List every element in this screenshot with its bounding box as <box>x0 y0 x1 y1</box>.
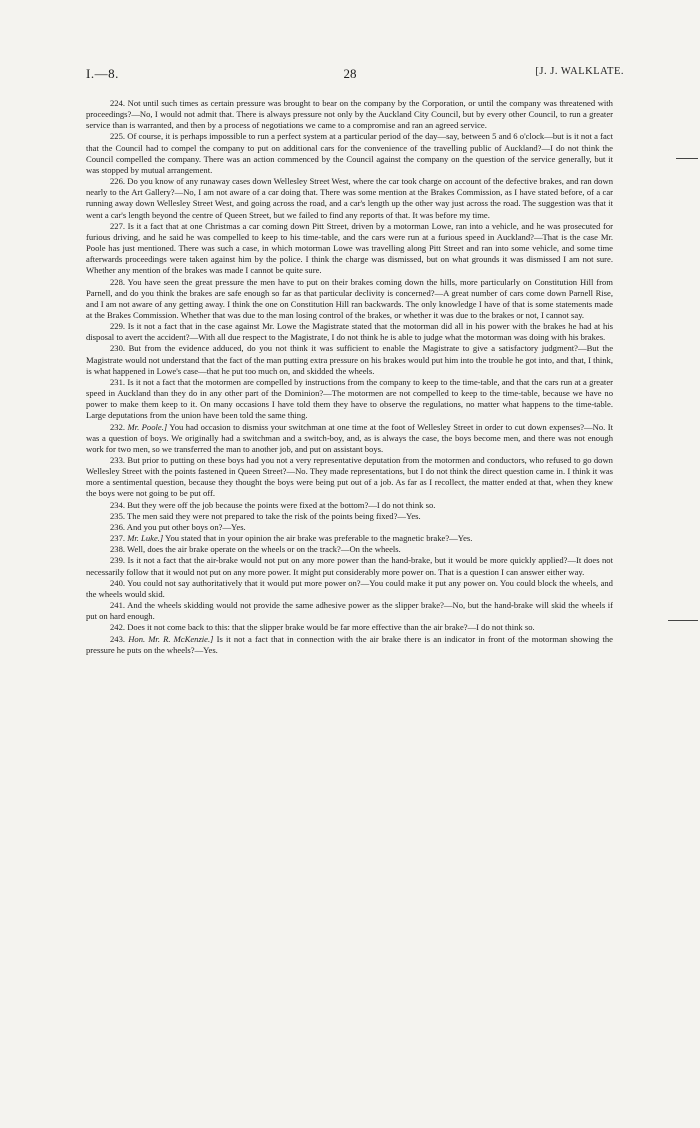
question-text: You have seen the great pressure the men have to put on their brakes coming down the hills, more particularly on Constitution Hill from Parnell, and do you think the brakes are safe enough so far as that particular declivity is concerned?—A great number of cars come down Parnell Rise, and I am not aware of any getting away. I think the one on Constitution Hill ran backwards. The only knowledge I have of that is some statements made at the Brakes Commission. Whether that was due to the man losing control of the brakes, or whether it was due to the brakes or not, I cannot say. <box>86 276 613 320</box>
question-paragraph <box>86 555 613 577</box>
question-text: Is it not a fact that the motormen are compelled by instructions from the company to keep to the time-table, and that the cars run at a greater speed in Auckland than they do in any other part of the Dominion?—The motormen are not compelled to keep to the time-table, because we have no power to make them keep to it. On many occasions I have told them they have to observe the regulations, no matter what happens to the time-table. Large deputations from the union have been told the same thing. <box>86 376 613 421</box>
question-text: Of course, it is perhaps impossible to run a perfect system at a particular period of the day—say, between 5 and 6 o'clock—but is it not a fact that the Council had to compel the company to put on additional cars for the convenience of the travelling public of Auckland?—I do not think the Council compelled the company. There was an action commenced by the Council against the company on the question of the service generally, but it was stopped by mutual arrangement. <box>86 131 614 175</box>
question-paragraph <box>86 600 613 622</box>
question-paragraph <box>86 511 613 522</box>
question-paragraph <box>86 544 613 555</box>
question-number: 243. <box>110 633 126 644</box>
question-paragraph <box>86 131 613 176</box>
question-number: 239. <box>110 555 126 566</box>
question-paragraph <box>86 422 613 455</box>
margin-tick-mark <box>668 620 698 621</box>
question-text: You had occasion to dismiss your switchman at one time at the foot of Wellesley Street in order to cut down expenses?—No. It was a question of boys. We originally had a switchman and a switch-boy, and, as is always the case, the boys become men, and there was not enough work for two men, so we transferred the man to another job, and put on assistant boys. <box>86 421 613 454</box>
question-text: Is it a fact that at one Christmas a car coming down Pitt Street, driven by a motorman Lowe, ran into a vehicle, and he was prosecuted for furious driving, and he said he was compelled to keep to his time-table, and the cars were run at a furious speed in Auckland?—That is the case Mr. Poole has just mentioned. There was such a case, in which motorman Lowe was travelling along Pitt Street and ran into some vehicle, and some time afterwards proceedings were taken against him by the police. I think the charge was dismissed, but on what grounds it was dismissed I am not sure. Whether any mention of the brakes was made I cannot be quite sure. <box>86 220 613 276</box>
witness-name: [J. J. WALKLATE. <box>535 66 624 77</box>
question-number: 242. <box>110 622 126 633</box>
question-number: 226. <box>110 176 126 187</box>
question-paragraph <box>86 377 613 422</box>
question-text: Does it not come back to this: that the slipper brake would be far more effective than the air brake?—I do not think so. <box>127 622 535 633</box>
speaker-name: Mr. Poole.] <box>127 421 168 432</box>
question-paragraph <box>86 176 613 221</box>
question-number: 227. <box>110 220 126 231</box>
running-header <box>86 66 624 84</box>
question-number: 230. <box>110 343 126 354</box>
question-number: 238. <box>110 544 126 555</box>
question-paragraph <box>86 98 613 131</box>
question-number: 231. <box>110 376 126 387</box>
speaker-name: Hon. Mr. R. McKenzie.] <box>128 633 214 644</box>
question-text: You could not say authoritatively that it would put more power on?—You could make it put any power on. You could block the wheels, and the wheels would skid. <box>86 577 613 599</box>
question-number: 225. <box>110 131 126 142</box>
question-text: But they were off the job because the points were fixed at the bottom?—I do not think so. <box>127 499 436 510</box>
question-paragraph <box>86 277 613 322</box>
question-number: 228. <box>110 276 126 287</box>
question-number: 224. <box>110 98 126 108</box>
question-text: Do you know of any runaway cases down Wellesley Street West, where the car took charge on account of the defective brakes, and ran down nearly to the Art Gallery?—No, I am not aware of a car doing that. There was some mention at the Brakes Commission, as I have stated before, of a car running away down Wellesley Street West, and going across the road, and a car's length up the other way just across the road. The suggestion was that it went a car's length beyond the centre of Queen Street, but we failed to find any reports of that. It was before my time. <box>86 176 613 220</box>
question-number: 240. <box>110 577 126 588</box>
evidence-text <box>86 98 613 656</box>
question-text: Is it not a fact that the air-brake would not put on any more power than the hand-brake, but it would be more quickly applied?—It does not necessarily follow that it would not put on any more power. It might put considerably more power on. That is a question I can answer either way. <box>86 555 613 577</box>
question-text: Not until such times as certain pressure was brought to bear on the company by the Corporation, or until the company was threatened with proceedings?—No, I would not admit that. There is always pressure not only by the Auckland City Council, but by every other Council, to run a greater service than is warranted, and then by a process of negotiations we came to a compromise and ran an agreed service. <box>86 98 613 131</box>
question-paragraph <box>86 622 613 633</box>
question-number: 233. <box>110 455 126 465</box>
question-text: Is it not a fact that in connection with the air brake there is an indicator in front of the motorman showing the pressure he puts on the wheels?—Yes. <box>86 633 613 655</box>
question-text: But prior to putting on these boys had you not a very representative deputation from the motormen and conductors, who refused to go down Wellesley Street with the points fastened in Queen Street?—No. They made representations, but I do not think the direct question came in. I think it was more a sentimental question, because they thought the boys were being put out of a job. As far as I recollect, the matter ended at that, when they knew the boys were not going to be put off. <box>86 455 613 499</box>
question-text: The men said they were not prepared to take the risk of the points being fixed?—Yes. <box>127 510 421 521</box>
margin-tick-mark <box>676 158 698 159</box>
question-number: 241. <box>110 600 126 611</box>
question-number: 229. <box>110 321 126 332</box>
question-paragraph <box>86 321 613 343</box>
question-number: 237. <box>110 533 126 544</box>
paper-reference: I.—8. <box>86 66 119 81</box>
question-paragraph <box>86 578 613 600</box>
question-number: 234. <box>110 499 126 510</box>
question-number: 232. <box>110 421 126 432</box>
question-paragraph <box>86 500 613 511</box>
question-text: And you put other boys on?—Yes. <box>126 521 246 532</box>
question-paragraph <box>86 343 613 376</box>
question-number: 236. <box>110 521 126 532</box>
question-text: But from the evidence adduced, do you not think it was sufficient to enable the Magistrate to give a satisfactory judgment?—But the Magistrate would not understand that the fact of the man putting extra pressure on his brakes would put him into the trouble he got into, and that, I think, is what happened in Lowe's case—that he put too much on, and skidded the wheels. <box>86 343 614 376</box>
question-paragraph <box>86 221 613 277</box>
question-paragraph <box>86 522 613 533</box>
question-text: Is it not a fact that in the case against Mr. Lowe the Magistrate stated that the motorman did all in his power with the brakes he had at his disposal to avert the accident?—With all due respect to the Magistrate, I do not think he is able to judge what the motorman was doing with his brakes. <box>86 321 613 343</box>
page-number: 28 <box>343 66 357 81</box>
question-number: 235. <box>110 510 126 521</box>
question-text: And the wheels skidding would not provide the same adhesive power as the slipper brake?—No, but the hand-brake will skid the wheels if put on hard enough. <box>86 600 613 622</box>
question-paragraph <box>86 533 613 544</box>
question-paragraph <box>86 634 613 656</box>
question-text: You stated that in your opinion the air brake was preferable to the magnetic brake?—Yes. <box>165 533 473 544</box>
question-text: Well, does the air brake operate on the wheels or on the track?—On the wheels. <box>127 544 401 555</box>
question-paragraph <box>86 455 613 500</box>
speaker-name: Mr. Luke.] <box>127 533 164 544</box>
